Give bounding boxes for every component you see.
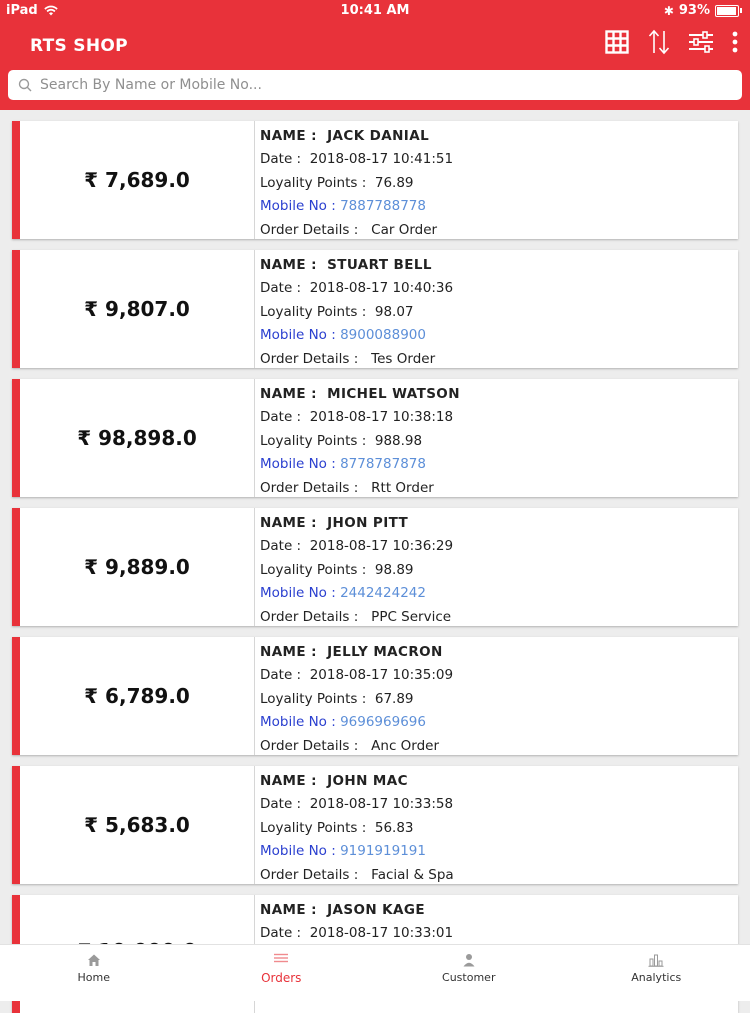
- loyalty-points: 56.83: [375, 820, 414, 836]
- mobile-label: Mobile No :: [260, 843, 336, 859]
- points-label: Loyality Points :: [260, 433, 366, 449]
- order-amount: ₹ 6,789.0: [20, 637, 254, 755]
- order-amount: ₹ 98,898.0: [20, 379, 254, 497]
- tab-orders[interactable]: [188, 945, 376, 1001]
- order-details-label: Order Details :: [260, 738, 358, 754]
- more-vertical-icon: [732, 31, 738, 53]
- mobile-label: Mobile No :: [260, 456, 336, 472]
- points-label: Loyality Points :: [260, 691, 366, 707]
- device-label: iPad: [6, 3, 38, 18]
- search-icon: [18, 78, 32, 92]
- order-details: Tes Order: [371, 351, 435, 367]
- name-label: NAME :: [260, 773, 317, 789]
- sort-button[interactable]: [646, 28, 672, 56]
- grid-icon: [605, 30, 629, 54]
- home-icon: [87, 953, 101, 967]
- order-details: Facial & Spa: [371, 867, 454, 883]
- order-date: 2018-08-17 10:38:18: [310, 409, 453, 425]
- person-icon: [462, 953, 476, 967]
- order-card[interactable]: [12, 766, 738, 884]
- mobile-number[interactable]: 9696969696: [340, 714, 426, 730]
- name-label: NAME :: [260, 257, 317, 273]
- mobile-number[interactable]: 8900088900: [340, 327, 426, 343]
- filter-sliders-icon: [688, 31, 714, 53]
- order-details: Car Order: [371, 222, 437, 238]
- battery-icon: [715, 5, 739, 17]
- card-accent: [12, 508, 20, 626]
- order-card[interactable]: [12, 637, 738, 755]
- app-header: [0, 22, 750, 110]
- bar-chart-icon: [648, 953, 664, 967]
- points-label: Loyality Points :: [260, 820, 366, 836]
- mobile-number[interactable]: 7887788778: [340, 198, 426, 214]
- order-date: 2018-08-17 10:40:36: [310, 280, 453, 296]
- card-accent: [12, 379, 20, 497]
- order-details: Rtt Order: [371, 480, 434, 496]
- card-accent: [12, 250, 20, 368]
- date-label: Date :: [260, 667, 301, 683]
- name-label: NAME :: [260, 644, 317, 660]
- card-accent: [12, 766, 20, 884]
- mobile-label: Mobile No :: [260, 327, 336, 343]
- order-details-label: Order Details :: [260, 351, 358, 367]
- order-card[interactable]: [12, 121, 738, 239]
- order-date: 2018-08-17 10:35:09: [310, 667, 453, 683]
- mobile-number[interactable]: 2442424242: [340, 585, 426, 601]
- name-label: NAME :: [260, 128, 317, 144]
- customer-name: MICHEL WATSON: [327, 386, 460, 402]
- order-amount: ₹ 7,689.0: [20, 121, 254, 239]
- filter-button[interactable]: [688, 28, 714, 56]
- order-amount: ₹ 9,889.0: [20, 508, 254, 626]
- customer-name: JACK DANIAL: [327, 128, 429, 144]
- order-details-label: Order Details :: [260, 480, 358, 496]
- card-accent: [12, 637, 20, 755]
- mobile-label: Mobile No :: [260, 714, 336, 730]
- tab-orders-label: Orders: [261, 971, 301, 985]
- loyalty-points: 988.98: [375, 433, 422, 449]
- customer-name: JASON KAGE: [327, 902, 425, 918]
- order-details-label: Order Details :: [260, 609, 358, 625]
- battery-percent: 93%: [679, 3, 710, 18]
- grid-view-button[interactable]: [604, 28, 630, 56]
- bottom-nav: [0, 944, 750, 1001]
- customer-name: JELLY MACRON: [327, 644, 443, 660]
- order-details-label: Order Details :: [260, 222, 358, 238]
- tab-home[interactable]: [0, 945, 188, 1001]
- tab-home-label: Home: [78, 971, 110, 984]
- mobile-label: Mobile No :: [260, 585, 336, 601]
- mobile-number[interactable]: 8778787878: [340, 456, 426, 472]
- tab-analytics[interactable]: [563, 945, 750, 1001]
- mobile-number[interactable]: 9191919191: [340, 843, 426, 859]
- order-date: 2018-08-17 10:36:29: [310, 538, 453, 554]
- tab-customer[interactable]: [375, 945, 563, 1001]
- loyalty-points: 76.89: [375, 175, 414, 191]
- order-details: PPC Service: [371, 609, 451, 625]
- date-label: Date :: [260, 796, 301, 812]
- date-label: Date :: [260, 151, 301, 167]
- bluetooth-icon: ✱: [664, 4, 674, 18]
- search-bar: [8, 70, 742, 100]
- loyalty-points: 98.89: [375, 562, 414, 578]
- name-label: NAME :: [260, 515, 317, 531]
- customer-name: JHON PITT: [327, 515, 408, 531]
- name-label: NAME :: [260, 386, 317, 402]
- app-title: RTS SHOP: [30, 36, 128, 56]
- loyalty-points: 67.89: [375, 691, 414, 707]
- order-list: [0, 110, 750, 944]
- points-label: Loyality Points :: [260, 562, 366, 578]
- order-card[interactable]: [12, 508, 738, 626]
- search-input[interactable]: [38, 76, 742, 94]
- order-date: 2018-08-17 10:41:51: [310, 151, 453, 167]
- points-label: Loyality Points :: [260, 175, 366, 191]
- more-options-button[interactable]: [730, 28, 740, 56]
- order-date: 2018-08-17 10:33:58: [310, 796, 453, 812]
- order-card[interactable]: [12, 379, 738, 497]
- customer-name: JOHN MAC: [327, 773, 408, 789]
- order-date: 2018-08-17 10:33:01: [310, 925, 453, 941]
- order-details-label: Order Details :: [260, 867, 358, 883]
- order-amount: ₹ 9,807.0: [20, 250, 254, 368]
- card-accent: [12, 121, 20, 239]
- points-label: Loyality Points :: [260, 304, 366, 320]
- customer-name: STUART BELL: [327, 257, 432, 273]
- date-label: Date :: [260, 925, 301, 941]
- sort-icon: [648, 29, 670, 55]
- list-icon: [273, 953, 289, 963]
- order-amount: ₹ 5,683.0: [20, 766, 254, 884]
- date-label: Date :: [260, 409, 301, 425]
- mobile-label: Mobile No :: [260, 198, 336, 214]
- order-details: Anc Order: [371, 738, 439, 754]
- order-card[interactable]: [12, 250, 738, 368]
- date-label: Date :: [260, 538, 301, 554]
- date-label: Date :: [260, 280, 301, 296]
- tab-analytics-label: Analytics: [631, 971, 681, 984]
- loyalty-points: 98.07: [375, 304, 414, 320]
- name-label: NAME :: [260, 902, 317, 918]
- tab-customer-label: Customer: [442, 971, 495, 984]
- status-time: 10:41 AM: [0, 3, 750, 18]
- status-bar: [0, 0, 750, 22]
